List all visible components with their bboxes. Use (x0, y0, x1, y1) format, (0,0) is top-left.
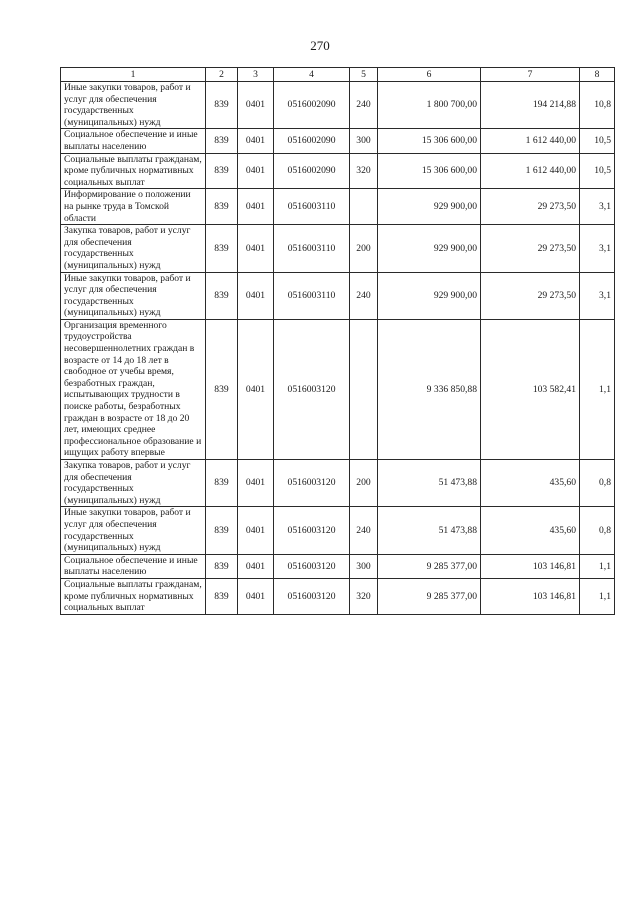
row-value-7: 29 273,50 (481, 272, 580, 319)
row-value-8: 1,1 (580, 578, 615, 614)
row-value-7: 194 214,88 (481, 82, 580, 129)
column-header-6: 6 (378, 68, 481, 82)
row-code-3: 0401 (238, 129, 274, 153)
row-code-4: 0516002090 (274, 82, 350, 129)
row-value-6: 15 306 600,00 (378, 153, 481, 189)
row-name: Закупка товаров, работ и услуг для обеспечения государственных (муниципальных) нужд (61, 460, 206, 507)
row-code-4: 0516003120 (274, 319, 350, 459)
row-value-8: 3,1 (580, 225, 615, 272)
row-code-3: 0401 (238, 460, 274, 507)
row-code-5: 320 (350, 578, 378, 614)
row-value-7: 29 273,50 (481, 189, 580, 225)
row-code-5 (350, 189, 378, 225)
row-value-6: 51 473,88 (378, 460, 481, 507)
row-value-7: 1 612 440,00 (481, 153, 580, 189)
row-value-6: 15 306 600,00 (378, 129, 481, 153)
row-code-2: 839 (206, 507, 238, 554)
row-code-2: 839 (206, 460, 238, 507)
column-header-5: 5 (350, 68, 378, 82)
row-code-3: 0401 (238, 319, 274, 459)
row-code-3: 0401 (238, 507, 274, 554)
row-code-5: 240 (350, 507, 378, 554)
table-row (61, 153, 615, 189)
row-code-4: 0516003120 (274, 554, 350, 578)
row-name: Организация временного трудоустройства несовершеннолетних граждан в возрасте от 14 до 18 лет в свободное от учебы время, безработных граждан, испытывающих трудности в поиске работы, безработных граждан в возрасте от 18 до 20 лет, имеющих среднее профессиональное образование и ищущих работу впервые (61, 319, 206, 459)
row-value-7: 103 146,81 (481, 554, 580, 578)
row-value-8: 1,1 (580, 319, 615, 459)
column-header-4: 4 (274, 68, 350, 82)
table-row (61, 189, 615, 225)
row-value-8: 0,8 (580, 460, 615, 507)
row-code-5: 240 (350, 82, 378, 129)
row-code-4: 0516003110 (274, 225, 350, 272)
row-code-5: 300 (350, 129, 378, 153)
row-code-2: 839 (206, 319, 238, 459)
row-code-3: 0401 (238, 82, 274, 129)
row-code-3: 0401 (238, 189, 274, 225)
row-name: Иные закупки товаров, работ и услуг для обеспечения государственных (муниципальных) нужд (61, 507, 206, 554)
row-value-8: 10,5 (580, 153, 615, 189)
row-code-5: 200 (350, 460, 378, 507)
row-value-7: 103 582,41 (481, 319, 580, 459)
row-name: Иные закупки товаров, работ и услуг для обеспечения государственных (муниципальных) нужд (61, 82, 206, 129)
row-value-7: 435,60 (481, 460, 580, 507)
column-header-2: 2 (206, 68, 238, 82)
table-row (61, 554, 615, 578)
row-code-4: 0516002090 (274, 153, 350, 189)
row-value-7: 435,60 (481, 507, 580, 554)
row-code-4: 0516003120 (274, 507, 350, 554)
row-value-8: 10,5 (580, 129, 615, 153)
row-value-8: 0,8 (580, 507, 615, 554)
row-code-2: 839 (206, 82, 238, 129)
row-code-2: 839 (206, 225, 238, 272)
table-row (61, 460, 615, 507)
row-code-4: 0516003110 (274, 189, 350, 225)
row-code-3: 0401 (238, 153, 274, 189)
row-code-5: 300 (350, 554, 378, 578)
row-value-8: 10,8 (580, 82, 615, 129)
row-name: Информирование о положении на рынке труда в Томской области (61, 189, 206, 225)
row-code-4: 0516003120 (274, 460, 350, 507)
table-row (61, 129, 615, 153)
row-code-2: 839 (206, 189, 238, 225)
row-name: Иные закупки товаров, работ и услуг для обеспечения государственных (муниципальных) нужд (61, 272, 206, 319)
row-value-7: 103 146,81 (481, 578, 580, 614)
table-row (61, 272, 615, 319)
row-value-6: 51 473,88 (378, 507, 481, 554)
row-code-2: 839 (206, 578, 238, 614)
row-code-3: 0401 (238, 554, 274, 578)
row-code-5: 240 (350, 272, 378, 319)
column-header-3: 3 (238, 68, 274, 82)
row-code-4: 0516003120 (274, 578, 350, 614)
row-code-3: 0401 (238, 225, 274, 272)
row-code-2: 839 (206, 554, 238, 578)
row-value-6: 929 900,00 (378, 189, 481, 225)
row-code-5 (350, 319, 378, 459)
row-value-8: 1,1 (580, 554, 615, 578)
row-value-6: 9 285 377,00 (378, 554, 481, 578)
row-value-6: 9 336 850,88 (378, 319, 481, 459)
row-code-5: 320 (350, 153, 378, 189)
row-value-7: 29 273,50 (481, 225, 580, 272)
column-header-8: 8 (580, 68, 615, 82)
table-row (61, 578, 615, 614)
row-code-5: 200 (350, 225, 378, 272)
budget-table (60, 67, 615, 615)
row-value-7: 1 612 440,00 (481, 129, 580, 153)
header-row (61, 68, 615, 82)
row-code-4: 0516002090 (274, 129, 350, 153)
column-header-1: 1 (61, 68, 206, 82)
row-value-8: 3,1 (580, 189, 615, 225)
row-code-2: 839 (206, 129, 238, 153)
table-row (61, 507, 615, 554)
column-header-7: 7 (481, 68, 580, 82)
row-value-6: 1 800 700,00 (378, 82, 481, 129)
row-code-2: 839 (206, 153, 238, 189)
table-row (61, 319, 615, 459)
row-code-3: 0401 (238, 272, 274, 319)
row-name: Социальное обеспечение и иные выплаты населению (61, 129, 206, 153)
row-code-2: 839 (206, 272, 238, 319)
row-code-4: 0516003110 (274, 272, 350, 319)
row-value-6: 9 285 377,00 (378, 578, 481, 614)
row-value-6: 929 900,00 (378, 272, 481, 319)
row-value-8: 3,1 (580, 272, 615, 319)
table-row (61, 82, 615, 129)
page-number: 270 (310, 38, 330, 53)
table-row (61, 225, 615, 272)
row-value-6: 929 900,00 (378, 225, 481, 272)
row-name: Социальные выплаты гражданам, кроме публичных нормативных социальных выплат (61, 153, 206, 189)
row-name: Социальные выплаты гражданам, кроме публичных нормативных социальных выплат (61, 578, 206, 614)
row-name: Закупка товаров, работ и услуг для обеспечения государственных (муниципальных) нужд (61, 225, 206, 272)
row-code-3: 0401 (238, 578, 274, 614)
row-name: Социальное обеспечение и иные выплаты населению (61, 554, 206, 578)
